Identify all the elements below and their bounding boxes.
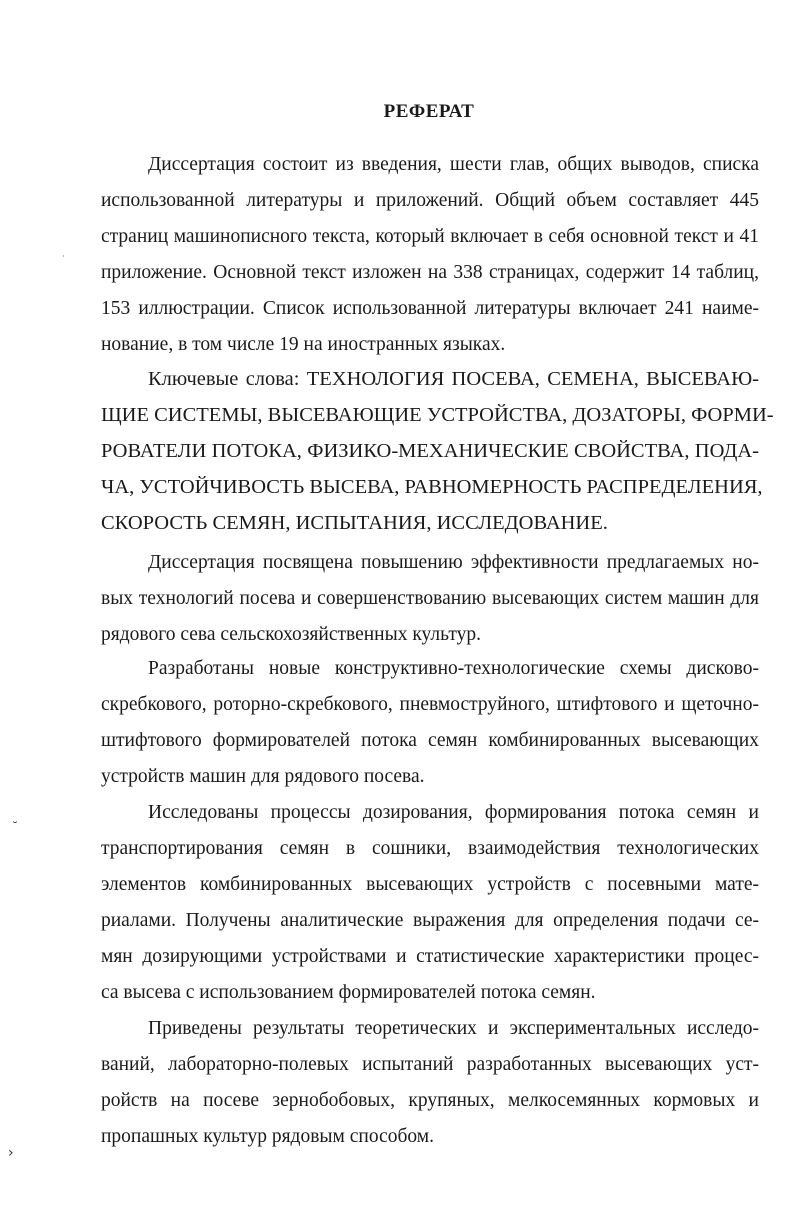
text-line: Ключевые слова: ТЕХНОЛОГИЯ ПОСЕВА, СЕМЕНА, ВЫСЕВАЮ-	[148, 368, 759, 390]
paragraph-purpose	[101, 545, 759, 653]
text-line: транспортирования семян в сошники, взаимодействия технологических	[101, 838, 759, 859]
text-line: мян дозирующими устройствами и статистические характеристики процес-	[101, 946, 759, 967]
text-line: РОВАТЕЛИ ПОТОКА, ФИЗИКО-МЕХАНИЧЕСКИЕ СВОЙСТВА, ПОДА-	[101, 440, 759, 462]
text-line: риалами. Получены аналитические выражения для определения подачи се-	[101, 910, 759, 931]
text-line: ройств на посеве зернобобовых, крупяных, мелкосемянных кормовых и	[101, 1090, 759, 1111]
text-line: нование, в том числе 19 на иностранных языках.	[101, 334, 506, 355]
text-line: скребкового, роторно-скребкового, пневмоструйного, штифтового и щеточно-	[101, 694, 759, 715]
text-line: 153 иллюстрации. Список использованной литературы включает 241 наиме-	[101, 298, 759, 319]
text-line: ваний, лабораторно-полевых испытаний разработанных высевающих уст-	[101, 1054, 759, 1075]
text-line: штифтового формирователей потока семян комбинированных высевающих	[101, 730, 759, 751]
paragraph-summary	[101, 147, 759, 363]
text-line: рядового сева сельскохозяйственных культур.	[101, 624, 481, 645]
text-line: Диссертация состоит из введения, шести глав, общих выводов, списка	[148, 154, 759, 175]
text-line: Исследованы процессы дозирования, формирования потока семян и	[148, 802, 759, 823]
paragraph-results	[101, 1011, 759, 1155]
text-line: использованной литературы и приложений. Общий объем составляет 445	[101, 190, 759, 211]
text-line: пропашных культур рядовым способом.	[101, 1126, 434, 1147]
text-line: СКОРОСТЬ СЕМЯН, ИСПЫТАНИЯ, ИССЛЕДОВАНИЕ.	[101, 512, 608, 534]
text-line: Диссертация посвящена повышению эффективности предлагаемых но-	[148, 552, 759, 573]
text-line: ЩИЕ СИСТЕМЫ, ВЫСЕВАЮЩИЕ УСТРОЙСТВА, ДОЗАТОРЫ, ФОРМИ-	[101, 404, 774, 426]
paragraph-designs	[101, 651, 759, 795]
text-line: приложение. Основной текст изложен на 338 страницах, содержит 14 таблиц,	[101, 262, 759, 283]
text-line: ЧА, УСТОЙЧИВОСТЬ ВЫСЕВА, РАВНОМЕРНОСТЬ РАСПРЕДЕЛЕНИЯ,	[101, 476, 763, 498]
scan-speck: ·	[62, 252, 65, 261]
text-line: элементов комбинированных высевающих устройств с посевными мате-	[101, 874, 759, 895]
page-title: РЕФЕРАТ	[383, 101, 475, 122]
paragraph-research	[101, 795, 759, 1011]
text-line: вых технологий посева и совершенствованию высевающих систем машин для	[101, 588, 759, 609]
text-line: Разработаны новые конструктивно-технологические схемы дисково-	[148, 658, 759, 679]
text-line: са высева с использованием формирователей потока семян.	[101, 982, 596, 1003]
paragraph-keywords	[101, 361, 774, 541]
text-line: устройств машин для рядового посева.	[101, 766, 425, 787]
text-line: страниц машинописного текста, который включает в себя основной текст и 41	[101, 226, 759, 247]
text-line: Приведены результаты теоретических и экспериментальных исследо-	[148, 1018, 759, 1039]
scan-speck: ˘	[12, 820, 18, 834]
scan-speck: ›	[8, 1145, 14, 1161]
